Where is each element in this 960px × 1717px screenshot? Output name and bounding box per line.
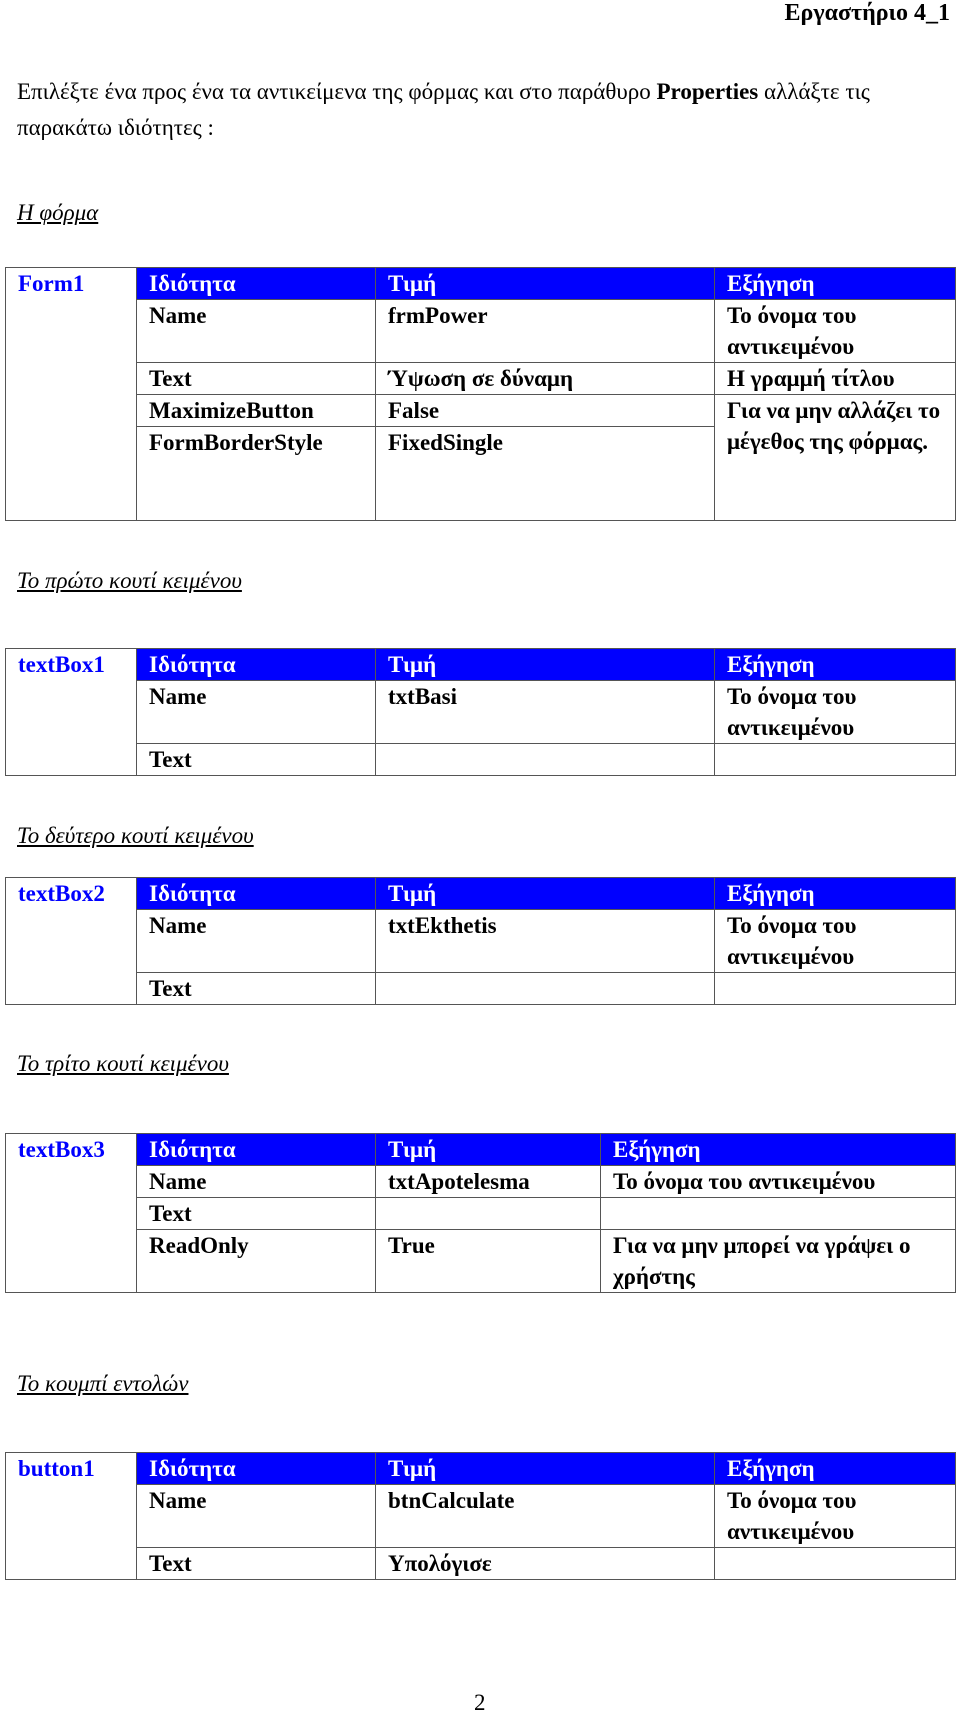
table-row bbox=[6, 1230, 956, 1293]
row-value: txtBasi bbox=[376, 681, 715, 744]
row-property: Text bbox=[137, 744, 376, 776]
table-row bbox=[6, 1548, 956, 1580]
header-value: Τιμή bbox=[376, 649, 715, 681]
table-row bbox=[6, 1198, 956, 1230]
table-header-row bbox=[6, 1134, 956, 1166]
textbox3-properties-table bbox=[5, 1133, 956, 1293]
row-explanation: Το όνομα του αντικειμένου bbox=[715, 300, 956, 363]
row-value: Υπολόγισε bbox=[376, 1548, 715, 1580]
row-value: frmPower bbox=[376, 300, 715, 363]
row-value bbox=[376, 744, 715, 776]
page-number: 2 bbox=[474, 1690, 486, 1715]
form-properties-table bbox=[5, 267, 956, 521]
header-value: Τιμή bbox=[376, 878, 715, 910]
row-explanation: Το όνομα του αντικειμένου bbox=[601, 1166, 956, 1198]
object-name: textBox3 bbox=[6, 1134, 137, 1293]
header-explanation: Εξήγηση bbox=[715, 649, 956, 681]
page-header-title: Εργαστήριο 4_1 bbox=[784, 0, 950, 26]
row-property: Name bbox=[137, 300, 376, 363]
object-name: textBox2 bbox=[6, 878, 137, 1005]
header-property: Ιδιότητα bbox=[137, 1453, 376, 1485]
row-value: False bbox=[376, 395, 715, 427]
header-property: Ιδιότητα bbox=[137, 649, 376, 681]
header-explanation: Εξήγηση bbox=[715, 878, 956, 910]
row-property: Name bbox=[137, 910, 376, 973]
row-property: Text bbox=[137, 973, 376, 1005]
intro-bold-word: Properties bbox=[656, 79, 759, 104]
header-property: Ιδιότητα bbox=[137, 1134, 376, 1166]
row-explanation: Το όνομα του αντικειμένου bbox=[715, 681, 956, 744]
object-name: Form1 bbox=[6, 268, 137, 521]
section-title-textbox2: Το δεύτερο κουτί κειμένου bbox=[17, 823, 254, 848]
row-property: Text bbox=[137, 1198, 376, 1230]
row-explanation: Το όνομα του αντικειμένου bbox=[715, 1485, 956, 1548]
row-property: Name bbox=[137, 1166, 376, 1198]
table-header-row bbox=[6, 268, 956, 300]
table-header-row bbox=[6, 649, 956, 681]
textbox1-properties-table bbox=[5, 648, 956, 776]
header-property: Ιδιότητα bbox=[137, 878, 376, 910]
row-explanation bbox=[715, 1548, 956, 1580]
header-value: Τιμή bbox=[376, 1134, 601, 1166]
table-row bbox=[6, 910, 956, 973]
row-explanation: Για να μην μπορεί να γράψει ο χρήστης bbox=[601, 1230, 956, 1293]
table-header-row bbox=[6, 878, 956, 910]
object-name: textBox1 bbox=[6, 649, 137, 776]
header-explanation: Εξήγηση bbox=[715, 1453, 956, 1485]
table-row bbox=[6, 363, 956, 395]
row-value: btnCalculate bbox=[376, 1485, 715, 1548]
row-property: Text bbox=[137, 1548, 376, 1580]
row-value: FixedSingle bbox=[376, 427, 715, 521]
intro-text-before: Επιλέξτε ένα προς ένα τα αντικείμενα της φόρμας και στο παράθυρο bbox=[17, 79, 657, 104]
row-property: Name bbox=[137, 681, 376, 744]
section-title-textbox3: Το τρίτο κουτί κειμένου bbox=[17, 1051, 229, 1076]
header-property: Ιδιότητα bbox=[137, 268, 376, 300]
header-explanation: Εξήγηση bbox=[715, 268, 956, 300]
row-property: Text bbox=[137, 363, 376, 395]
table-header-row bbox=[6, 1453, 956, 1485]
section-title-form: Η φόρμα bbox=[17, 200, 99, 225]
section-title-textbox1: Το πρώτο κουτί κειμένου bbox=[17, 568, 242, 593]
row-explanation: Για να μην αλλάζει το μέγεθος της φόρμας. bbox=[715, 395, 956, 521]
header-value: Τιμή bbox=[376, 1453, 715, 1485]
intro-text-after: αλλάξτε τις παρακάτω ιδιότητες : bbox=[17, 79, 870, 140]
row-explanation bbox=[715, 744, 956, 776]
header-explanation: Εξήγηση bbox=[601, 1134, 956, 1166]
row-property: ReadOnly bbox=[137, 1230, 376, 1293]
table-row bbox=[6, 300, 956, 363]
table-row bbox=[6, 681, 956, 744]
table-row bbox=[6, 1166, 956, 1198]
textbox2-properties-table bbox=[5, 877, 956, 1005]
button1-properties-table bbox=[5, 1452, 956, 1580]
row-value: txtEkthetis bbox=[376, 910, 715, 973]
header-value: Τιμή bbox=[376, 268, 715, 300]
row-explanation: Η γραμμή τίτλου bbox=[715, 363, 956, 395]
table-row bbox=[6, 973, 956, 1005]
object-name: button1 bbox=[6, 1453, 137, 1580]
row-explanation bbox=[601, 1198, 956, 1230]
intro-paragraph bbox=[17, 74, 947, 146]
section-title-button1: Το κουμπί εντολών bbox=[17, 1371, 189, 1396]
row-value: txtApotelesma bbox=[376, 1166, 601, 1198]
row-value bbox=[376, 973, 715, 1005]
row-property: Name bbox=[137, 1485, 376, 1548]
row-value: Ύψωση σε δύναμη bbox=[376, 363, 715, 395]
row-property: MaximizeButton bbox=[137, 395, 376, 427]
row-explanation bbox=[715, 973, 956, 1005]
row-value: True bbox=[376, 1230, 601, 1293]
table-row bbox=[6, 1485, 956, 1548]
table-row bbox=[6, 744, 956, 776]
row-value bbox=[376, 1198, 601, 1230]
table-row bbox=[6, 395, 956, 427]
row-property: FormBorderStyle bbox=[137, 427, 376, 521]
row-explanation: Το όνομα του αντικειμένου bbox=[715, 910, 956, 973]
